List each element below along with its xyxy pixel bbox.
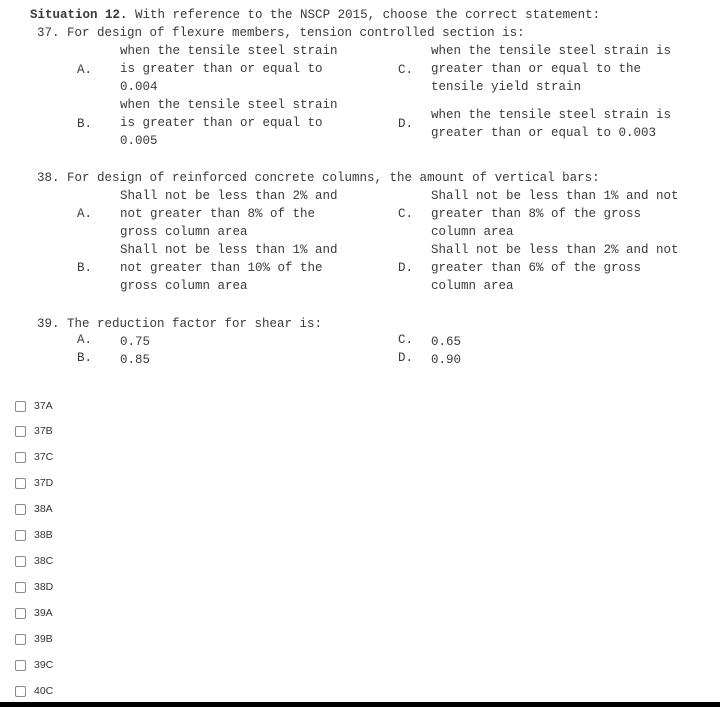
checkbox-label: 40C: [34, 685, 54, 697]
answer-checkbox-39c[interactable]: [15, 657, 53, 673]
situation-text: With reference to the NSCP 2015, choose the correct statement:: [127, 8, 601, 22]
checkbox-label: 39B: [34, 633, 53, 645]
checkbox-label: 37A: [34, 400, 53, 412]
q39-option-d-letter: D.: [398, 351, 414, 365]
checkbox-box[interactable]: [15, 426, 26, 437]
answer-checkbox-37c[interactable]: [15, 449, 53, 465]
q37-option-d-text: when the tensile steel strain is greater than or equal to 0.003: [431, 108, 672, 140]
question-39-stem: 39. The reduction factor for shear is:: [37, 317, 323, 331]
checkbox-label: 38C: [34, 555, 54, 567]
q37-option-b-text: when the tensile steel strain is greater than or equal to 0.005: [120, 98, 338, 148]
checkbox-label: 37C: [34, 451, 54, 463]
checkbox-label: 37D: [34, 477, 54, 489]
q38-option-b-letter: B.: [77, 261, 93, 275]
checkbox-box[interactable]: [15, 452, 26, 463]
q38-option-b-text: Shall not be less than 1% and not greater than 10% of the gross column area: [120, 243, 338, 293]
q37-option-c-text: when the tensile steel strain is greater than or equal to the tensile yield strain: [431, 44, 672, 94]
question-38-stem: 38. For design of reinforced concrete columns, the amount of vertical bars:: [37, 171, 600, 185]
checkbox-label: 39A: [34, 607, 53, 619]
answer-checkbox-38a[interactable]: [15, 501, 53, 517]
q38-option-a-letter: A.: [77, 207, 93, 221]
answer-checkbox-39b[interactable]: [15, 631, 53, 647]
q38-option-d-text: Shall not be less than 2% and not greater than 6% of the gross column area: [431, 243, 679, 293]
checkbox-box[interactable]: [15, 660, 26, 671]
q39-option-b-letter: B.: [77, 351, 93, 365]
bottom-edge-bar: [0, 702, 720, 707]
checkbox-label: 38A: [34, 503, 53, 515]
q37-option-a-text: when the tensile steel strain is greater than or equal to 0.004: [120, 44, 338, 94]
checkbox-box[interactable]: [15, 634, 26, 645]
q38-option-d-letter: D.: [398, 261, 414, 275]
checkbox-box[interactable]: [15, 686, 26, 697]
situation-label: Situation 12.: [30, 8, 128, 22]
q39-option-a-letter: A.: [77, 333, 93, 347]
q37-option-a-letter: A.: [77, 63, 93, 77]
checkbox-label: 39C: [34, 659, 54, 671]
checkbox-label: 37B: [34, 425, 53, 437]
q37-option-c-letter: C.: [398, 63, 414, 77]
checkbox-box[interactable]: [15, 608, 26, 619]
checkbox-box[interactable]: [15, 530, 26, 541]
answer-checkbox-37b[interactable]: [15, 423, 53, 439]
answer-checkbox-38c[interactable]: [15, 553, 53, 569]
q37-option-b-letter: B.: [77, 117, 93, 131]
q38-option-a-text: Shall not be less than 2% and not greater than 8% of the gross column area: [120, 189, 338, 239]
answer-checkbox-39a[interactable]: [15, 605, 53, 621]
q39-option-d-text: 0.90: [431, 353, 462, 367]
checkbox-box[interactable]: [15, 582, 26, 593]
q39-option-c-text: 0.65: [431, 335, 462, 349]
answer-checkbox-38d[interactable]: [15, 579, 53, 595]
checkbox-box[interactable]: [15, 556, 26, 567]
q39-option-b-text: 0.85: [120, 353, 151, 367]
answer-checkbox-40c[interactable]: [15, 683, 53, 699]
answer-checkbox-37d[interactable]: [15, 475, 53, 491]
answer-checkbox-38b[interactable]: [15, 527, 53, 543]
q39-option-a-text: 0.75: [120, 335, 151, 349]
checkbox-box[interactable]: [15, 504, 26, 515]
checkbox-box[interactable]: [15, 478, 26, 489]
checkbox-label: 38B: [34, 529, 53, 541]
checkbox-box[interactable]: [15, 401, 26, 412]
q39-option-c-letter: C.: [398, 333, 414, 347]
q38-option-c-letter: C.: [398, 207, 414, 221]
checkbox-label: 38D: [34, 581, 54, 593]
q38-option-c-text: Shall not be less than 1% and not greater than 8% of the gross column area: [431, 189, 679, 239]
question-37-stem: 37. For design of flexure members, tension controlled section is:: [37, 26, 525, 40]
answer-checkbox-37a[interactable]: [15, 398, 53, 414]
q37-option-d-letter: D.: [398, 117, 414, 131]
situation-header: [30, 6, 600, 24]
